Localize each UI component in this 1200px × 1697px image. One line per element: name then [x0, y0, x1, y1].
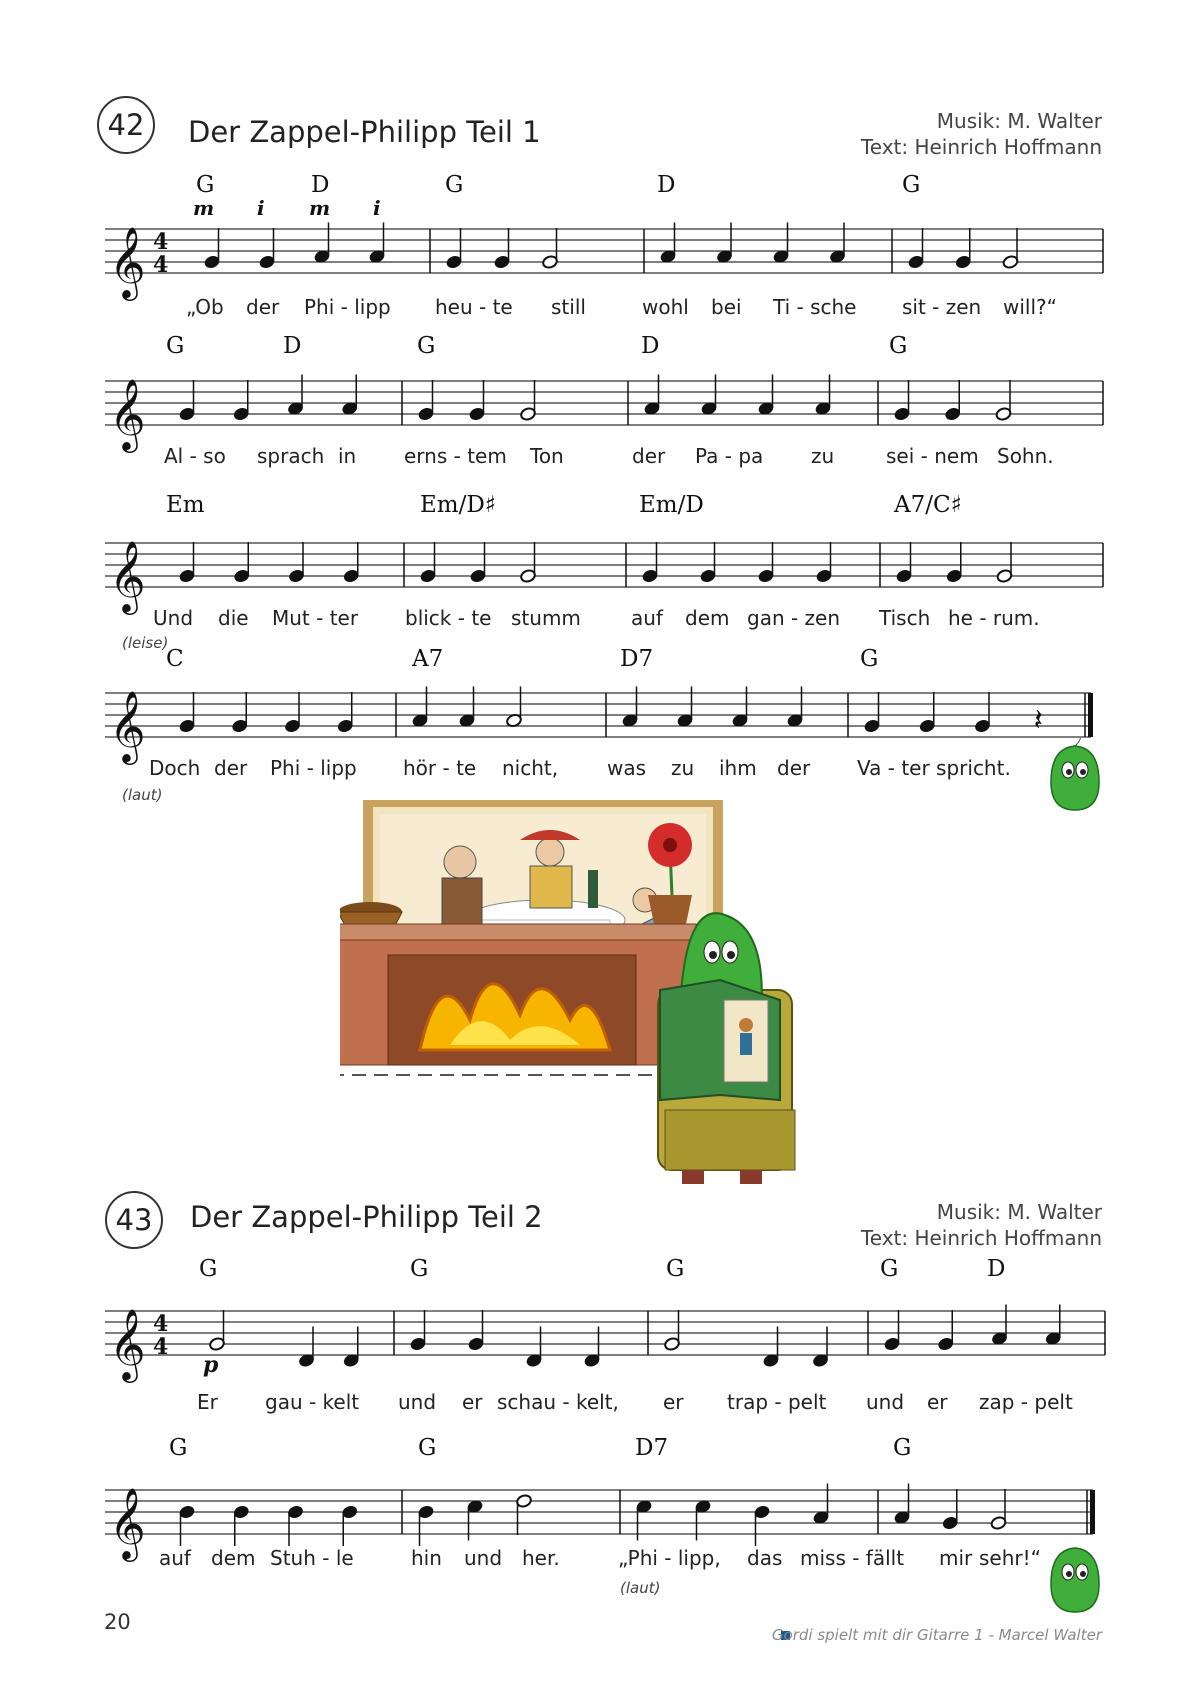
dynamic-laut: (laut)	[122, 786, 163, 804]
mascot-pupil-icon	[1066, 1571, 1072, 1577]
lyric: auf	[631, 606, 663, 630]
dynamic-piano: p	[203, 1352, 219, 1378]
lyric: das	[747, 1546, 783, 1570]
lyric: bei	[711, 295, 742, 319]
mascot-pupil-icon	[1066, 769, 1072, 775]
mascot-pupil-icon	[1080, 769, 1086, 775]
lyric: hin	[411, 1546, 442, 1570]
treble-clef-icon: 𝄞	[109, 1486, 146, 1559]
chord: Em/D	[639, 492, 704, 518]
bottle-icon	[588, 870, 598, 908]
chord: G	[417, 333, 436, 359]
lyric: miss - fällt	[800, 1546, 905, 1570]
chord: Em/D♯	[420, 492, 496, 518]
lyric: Sohn.	[997, 444, 1054, 468]
father-head-icon	[444, 846, 476, 878]
chord: D	[657, 172, 676, 198]
chord: G	[169, 1435, 188, 1461]
lyric: Mut - ter	[272, 606, 359, 630]
time-signature-bottom: 4	[153, 1334, 169, 1360]
song-title-43: Der Zappel-Philipp Teil 2	[190, 1200, 543, 1234]
lyric: Al - so	[164, 444, 226, 468]
chord: A7/C♯	[894, 492, 962, 518]
chord: G	[666, 1256, 685, 1282]
lyric: sehr!“	[979, 1546, 1042, 1570]
lyric: gan - zen	[747, 606, 841, 630]
mantel-icon	[340, 924, 696, 940]
chord: D	[311, 172, 330, 198]
lyric: in	[338, 444, 357, 468]
lyric: der	[632, 444, 666, 468]
lyric: „Ob	[186, 295, 224, 319]
time-signature-top: 4	[153, 1311, 169, 1337]
chord: G	[196, 172, 215, 198]
music-credit: Musik: M. Walter	[936, 109, 1102, 133]
lyric: zap - pelt	[979, 1390, 1073, 1414]
mascot-body-icon	[1051, 1548, 1099, 1612]
chord: D	[641, 333, 660, 359]
lyric: auf	[159, 1546, 191, 1570]
lyric: blick - te	[405, 606, 492, 630]
time-signature-bottom: 4	[153, 252, 169, 278]
mascot-antenna-icon	[1075, 738, 1080, 746]
chord: G	[902, 172, 921, 198]
lyric: der	[214, 756, 248, 780]
chord: C	[166, 646, 184, 672]
lyric: ihm	[719, 756, 757, 780]
mascot-pupil-icon	[709, 951, 717, 959]
lyric: wohl	[642, 295, 689, 319]
lyric: Va - ter spricht.	[857, 756, 1011, 780]
lyric: gau - kelt	[265, 1390, 360, 1414]
time-signature-top: 4	[153, 229, 169, 255]
flower-center-icon	[663, 838, 677, 852]
chord: G	[445, 172, 464, 198]
fingering-mark: i	[257, 196, 265, 220]
lyric: Stuh - le	[270, 1546, 354, 1570]
text-credit: Text: Heinrich Hoffmann	[860, 135, 1102, 159]
lyric: sei - nem	[886, 444, 979, 468]
lyric: he - rum.	[948, 606, 1040, 630]
treble-clef-icon: 𝄞	[109, 1307, 146, 1380]
lyric: Phi - lipp	[304, 295, 391, 319]
chord: Em	[166, 492, 205, 518]
lyric: er	[462, 1390, 483, 1414]
lyric: „Phi - lipp,	[618, 1546, 721, 1570]
lyric: hör - te	[403, 756, 477, 780]
struwwelpeter-body-icon	[740, 1033, 752, 1055]
treble-clef-icon: 𝄞	[109, 539, 146, 612]
mother-body-icon	[530, 866, 572, 908]
chord: G	[889, 333, 908, 359]
page-number: 20	[104, 1610, 131, 1634]
song-title-42: Der Zappel-Philipp Teil 1	[188, 115, 541, 149]
chord: G	[893, 1435, 912, 1461]
lyric: der	[777, 756, 811, 780]
lyric: will?“	[1003, 295, 1058, 319]
text-credit: Text: Heinrich Hoffmann	[860, 1226, 1102, 1250]
lyric: Ti - sche	[773, 295, 857, 319]
armchair-leg-icon	[740, 1170, 762, 1184]
song-number-text: 42	[107, 108, 145, 142]
treble-clef-icon: 𝄞	[109, 225, 146, 298]
final-bar-line	[1090, 1490, 1095, 1534]
chord: G	[199, 1256, 218, 1282]
lyric: Tisch	[879, 606, 931, 630]
lyric: stumm	[511, 606, 581, 630]
lyric: heu - te	[435, 295, 513, 319]
footer-text: Gordi spielt mit dir Gitarre 1 - Marcel Walter	[771, 1626, 1102, 1644]
lyric: trap - pelt	[727, 1390, 827, 1414]
lyric: Pa - pa	[695, 444, 764, 468]
chord: D7	[620, 646, 654, 672]
gordi-mascot-icon	[1049, 738, 1101, 812]
lyric: nicht,	[502, 756, 559, 780]
song-number-text: 43	[115, 1203, 153, 1237]
chord: G	[410, 1256, 429, 1282]
armchair-leg-icon	[682, 1170, 704, 1184]
lyric: her.	[522, 1546, 560, 1570]
mother-head-icon	[536, 838, 564, 866]
lyric: mir	[939, 1546, 973, 1570]
final-bar-line	[1088, 693, 1093, 737]
quarter-rest-icon: 𝄽	[1033, 703, 1043, 738]
lyric: erns - tem	[404, 444, 507, 468]
lyric: zu	[811, 444, 835, 468]
mascot-pupil-icon	[1080, 1571, 1086, 1577]
chord: G	[166, 333, 185, 359]
lyric: die	[218, 606, 249, 630]
lyric: er	[927, 1390, 948, 1414]
lyric: und	[866, 1390, 905, 1414]
mascot-pupil-icon	[727, 951, 735, 959]
dynamic-laut: (laut)	[620, 1579, 661, 1597]
struwwelpeter-icon	[739, 1018, 753, 1032]
lyric: Er	[197, 1390, 218, 1414]
lyric: sprach	[257, 444, 325, 468]
treble-clef-icon: 𝄞	[109, 689, 146, 762]
fingering-mark: i	[373, 196, 381, 220]
chord: G	[880, 1256, 899, 1282]
dynamic-leise: (leise)	[122, 634, 169, 652]
lyric: dem	[685, 606, 730, 630]
mascot-body-icon	[1051, 746, 1099, 810]
lyric: dem	[211, 1546, 256, 1570]
lyric: er	[663, 1390, 684, 1414]
lyric: sit - zen	[902, 295, 982, 319]
lyric: schau - kelt,	[497, 1390, 619, 1414]
fingering-mark: m	[309, 196, 331, 220]
lyric: und	[398, 1390, 437, 1414]
lyric: Phi - lipp	[270, 756, 357, 780]
lyric: still	[551, 295, 586, 319]
chord: D	[987, 1256, 1006, 1282]
lyric: zu	[671, 756, 695, 780]
flower-pot-icon	[648, 895, 692, 924]
gordi-mascot-icon	[1049, 1540, 1101, 1614]
music-credit: Musik: M. Walter	[936, 1200, 1102, 1224]
lyric: Und	[153, 606, 194, 630]
lyric: was	[607, 756, 647, 780]
fingering-mark: m	[193, 196, 215, 220]
armchair-seat-icon	[665, 1110, 795, 1170]
lyric: und	[464, 1546, 503, 1570]
fireplace-reading-icon	[340, 800, 880, 1210]
lyric: Ton	[530, 444, 564, 468]
lyric: Doch	[149, 756, 201, 780]
lyric: der	[246, 295, 280, 319]
chord: A7	[412, 646, 444, 672]
chord: G	[418, 1435, 437, 1461]
chord: D7	[635, 1435, 669, 1461]
chord: G	[860, 646, 879, 672]
chord: D	[283, 333, 302, 359]
treble-clef-icon: 𝄞	[109, 377, 146, 450]
